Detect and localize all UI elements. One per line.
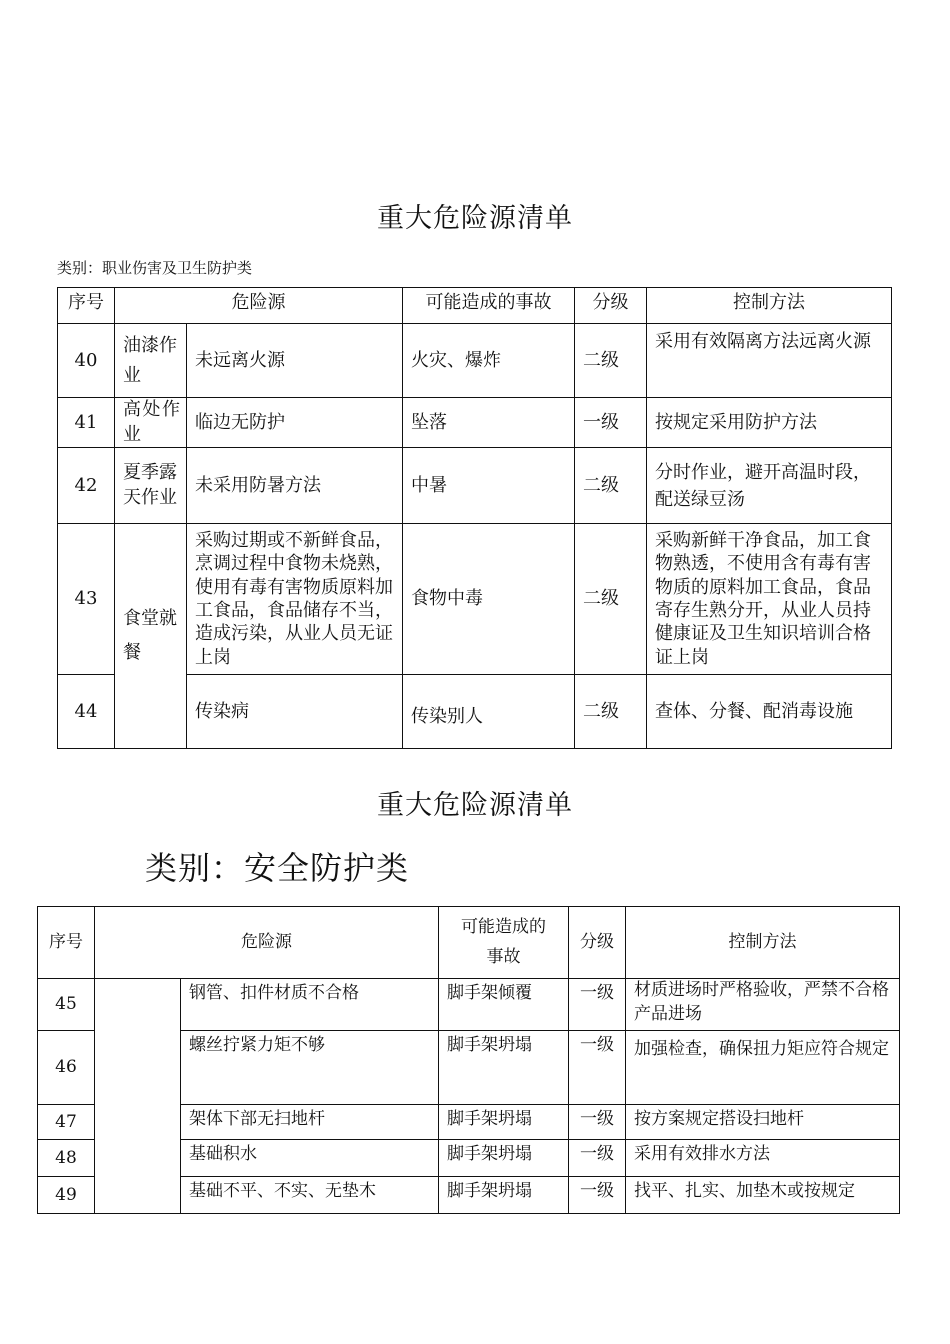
row-accident: 脚手架坍塌 bbox=[439, 1031, 569, 1105]
row-control: 采用有效隔离方法远离火源 bbox=[647, 324, 892, 398]
row-level: 二级 bbox=[575, 448, 647, 524]
row-level: 一级 bbox=[575, 398, 647, 448]
header-accident: 可能造成的事故 bbox=[439, 907, 569, 979]
row-hazard: 未采用防暑方法 bbox=[187, 448, 403, 524]
table-row bbox=[58, 448, 892, 524]
row-hazard: 螺丝拧紧力矩不够 bbox=[181, 1031, 439, 1105]
table-row bbox=[58, 324, 892, 398]
header-no: 序号 bbox=[58, 288, 115, 324]
row-level: 一级 bbox=[569, 1031, 626, 1105]
row-accident: 脚手架坍塌 bbox=[439, 1177, 569, 1214]
row-no: 49 bbox=[38, 1177, 95, 1214]
header-control: 控制方法 bbox=[647, 288, 892, 324]
row-activity: 油漆作业 bbox=[115, 324, 187, 398]
row-control: 查体、分餐、配消毒设施 bbox=[647, 675, 892, 749]
row-no: 47 bbox=[38, 1105, 95, 1140]
row-control: 加强检查，确保扭力矩应符合规定 bbox=[626, 1031, 900, 1105]
table-header-row bbox=[38, 907, 900, 979]
header-control: 控制方法 bbox=[626, 907, 900, 979]
section1-title: 重大危险源清单 bbox=[377, 203, 573, 234]
row-control: 找平、扎实、加垫木或按规定 bbox=[626, 1177, 900, 1214]
row-accident: 脚手架坍塌 bbox=[439, 1140, 569, 1177]
row-control: 采购新鲜干净食品，加工食物熟透，不使用含有毒有害物质的原料加工食品，食品寄存生熟分开，从业人员持健康证及卫生知识培训合格证上岗 bbox=[647, 524, 892, 675]
row-level: 二级 bbox=[575, 675, 647, 749]
row-hazard: 钢管、扣件材质不合格 bbox=[181, 979, 439, 1031]
row-level: 一级 bbox=[569, 1177, 626, 1214]
header-accident: 可能造成的事故 bbox=[403, 288, 575, 324]
row-level: 一级 bbox=[569, 1105, 626, 1140]
row-accident: 坠落 bbox=[403, 398, 575, 448]
row-no: 44 bbox=[58, 675, 115, 749]
row-group-cell bbox=[95, 979, 181, 1214]
row-no: 42 bbox=[58, 448, 115, 524]
header-level: 分级 bbox=[575, 288, 647, 324]
row-no: 43 bbox=[58, 524, 115, 675]
table-row bbox=[38, 979, 900, 1031]
row-control: 分时作业，避开高温时段，配送绿豆汤 bbox=[647, 448, 892, 524]
table-row bbox=[58, 524, 892, 675]
table-header-row bbox=[58, 288, 892, 324]
row-level: 二级 bbox=[575, 324, 647, 398]
row-hazard: 基础不平、不实、无垫木 bbox=[181, 1177, 439, 1214]
row-activity: 夏季露天作业 bbox=[115, 448, 187, 524]
row-no: 40 bbox=[58, 324, 115, 398]
row-control: 采用有效排水方法 bbox=[626, 1140, 900, 1177]
row-hazard: 传染病 bbox=[187, 675, 403, 749]
hazard-table-safety bbox=[37, 906, 900, 1214]
hazard-table-occupational bbox=[57, 287, 892, 749]
table-row bbox=[58, 398, 892, 448]
row-level: 一级 bbox=[569, 1140, 626, 1177]
row-activity: 高处作业 bbox=[115, 398, 187, 448]
row-accident: 中暑 bbox=[403, 448, 575, 524]
section2-title: 重大危险源清单 bbox=[377, 790, 573, 821]
header-hazard: 危险源 bbox=[115, 288, 403, 324]
section2-category: 类别：安全防护类 bbox=[145, 849, 410, 887]
row-hazard: 采购过期或不新鲜食品，烹调过程中食物未烧熟，使用有毒有害物质原料加工食品，食品储存不当，造成污染，从业人员无证上岗 bbox=[187, 524, 403, 675]
row-accident: 食物中毒 bbox=[403, 524, 575, 675]
section1-category: 类别：职业伤害及卫生防护类 bbox=[57, 259, 253, 277]
row-level: 二级 bbox=[575, 524, 647, 675]
row-accident: 脚手架倾覆 bbox=[439, 979, 569, 1031]
row-level: 一级 bbox=[569, 979, 626, 1031]
row-no: 48 bbox=[38, 1140, 95, 1177]
row-no: 41 bbox=[58, 398, 115, 448]
header-no: 序号 bbox=[38, 907, 95, 979]
header-level: 分级 bbox=[569, 907, 626, 979]
row-accident: 传染别人 bbox=[403, 675, 575, 749]
row-hazard: 未远离火源 bbox=[187, 324, 403, 398]
row-hazard: 架体下部无扫地杆 bbox=[181, 1105, 439, 1140]
row-hazard: 基础积水 bbox=[181, 1140, 439, 1177]
row-no: 46 bbox=[38, 1031, 95, 1105]
row-accident: 火灾、爆炸 bbox=[403, 324, 575, 398]
row-control: 按规定采用防护方法 bbox=[647, 398, 892, 448]
row-control: 按方案规定搭设扫地杆 bbox=[626, 1105, 900, 1140]
row-no: 45 bbox=[38, 979, 95, 1031]
row-accident: 脚手架坍塌 bbox=[439, 1105, 569, 1140]
header-hazard: 危险源 bbox=[95, 907, 439, 979]
row-control: 材质进场时严格验收，严禁不合格产品进场 bbox=[626, 979, 900, 1031]
row-activity: 食堂就餐 bbox=[115, 524, 187, 749]
row-hazard: 临边无防护 bbox=[187, 398, 403, 448]
